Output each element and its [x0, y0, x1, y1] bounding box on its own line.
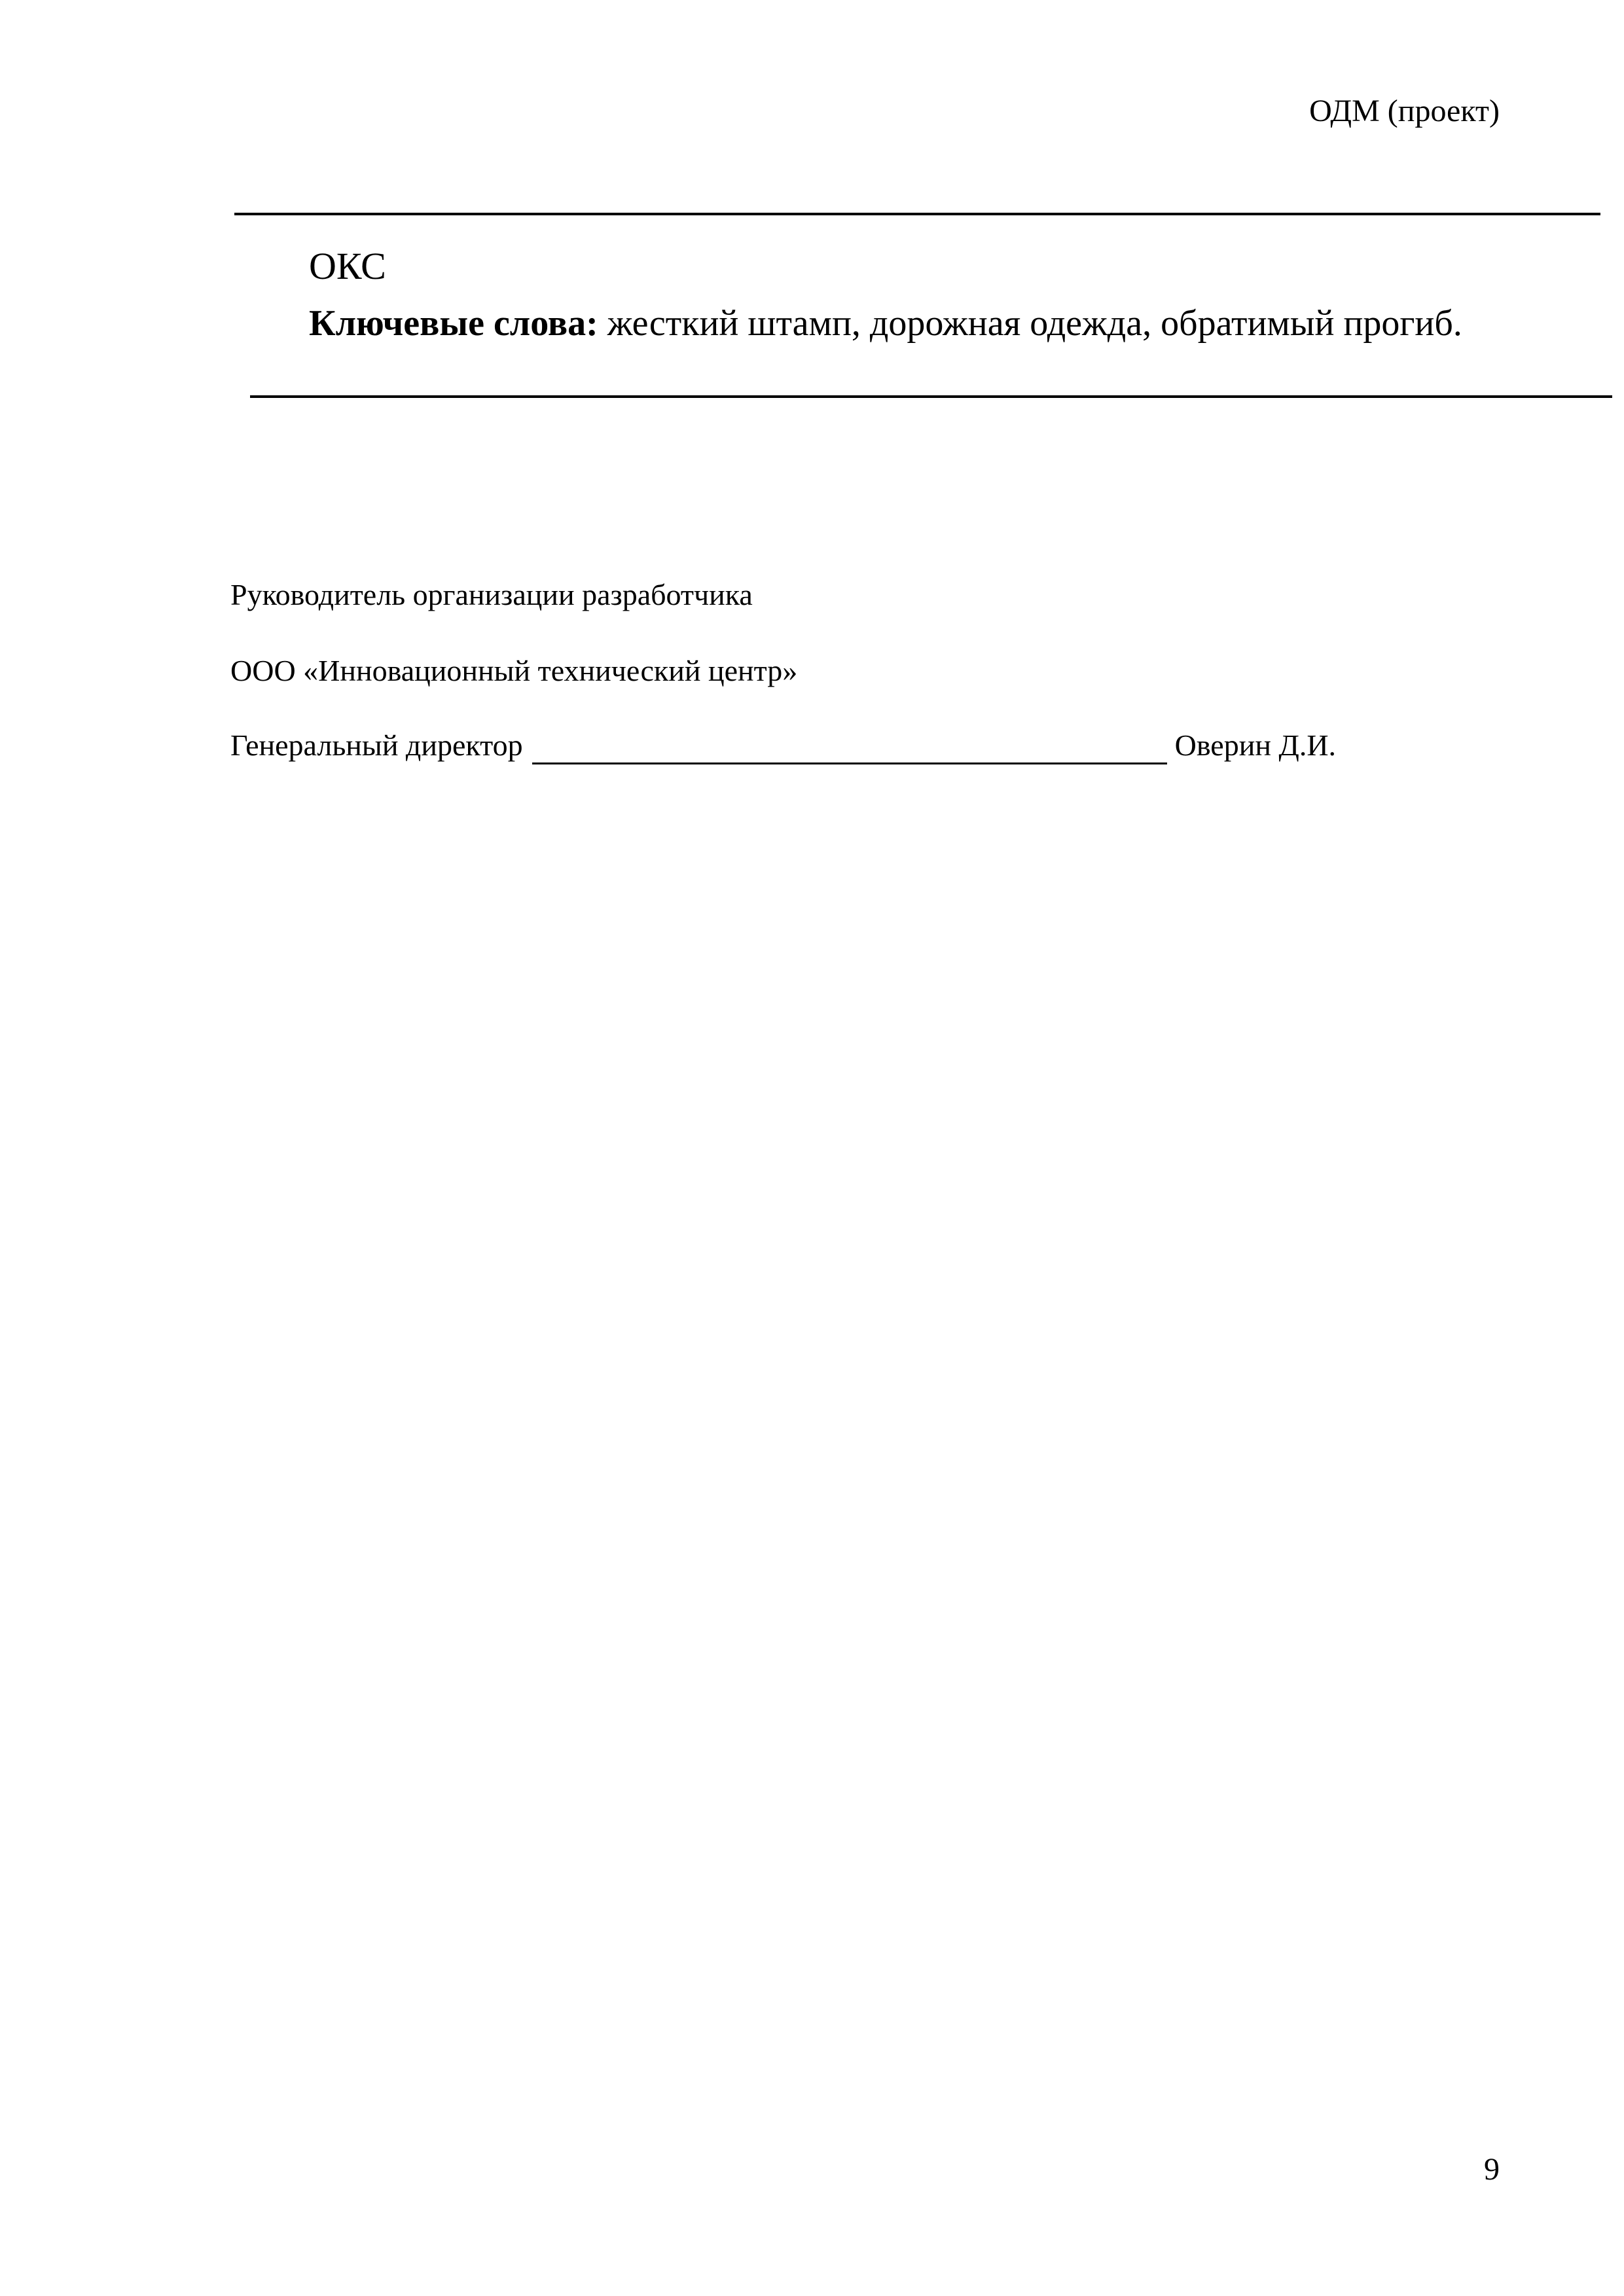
organization-name: ООО «Инновационный технический центр» [230, 654, 798, 687]
document-status-header: ОДМ (проект) [1309, 94, 1500, 128]
signature-blank-line [532, 732, 1167, 764]
keywords-paragraph [230, 301, 1499, 346]
developer-head-label: Руководитель организации разработчика [230, 578, 753, 611]
keywords-text: жесткий штамп, дорожная одежда, обратимый прогиб. [598, 303, 1462, 344]
keywords-label: Ключевые слова: [309, 303, 598, 344]
classifier-code: ОКС [309, 245, 386, 287]
top-divider-line [234, 213, 1600, 215]
page-number: 9 [1484, 2152, 1500, 2187]
signatory-name: Оверин Д.И. [1174, 728, 1337, 762]
bottom-divider-line [250, 395, 1612, 398]
signature-row [230, 726, 1336, 764]
signatory-position: Генеральный директор [230, 728, 523, 762]
